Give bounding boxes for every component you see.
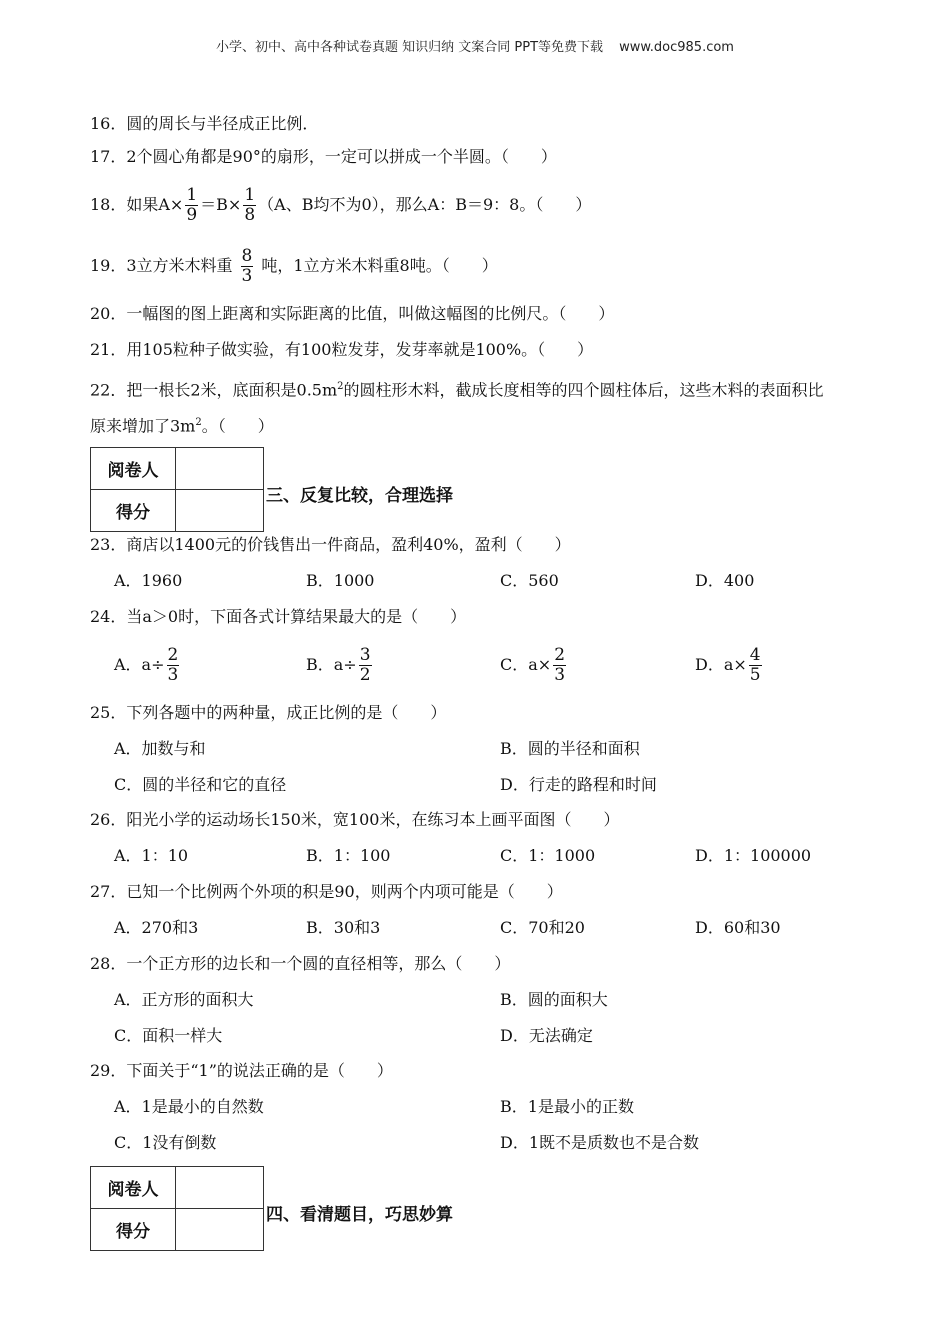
question-17: 17．2个圆心角都是90°的扇形，一定可以拼成一个半圆。（ ） [90, 147, 557, 166]
q29-option-b: B．1是最小的正数 [500, 1097, 634, 1116]
score-label: 得分 [91, 490, 176, 532]
q18-mid: ＝B× [200, 195, 242, 214]
question-23: 23．商店以1400元的价钱售出一件商品，盈利40%，盈利（ ） [90, 535, 571, 554]
q24-option-c: C．a× $\frac{2}{3}$ [500, 645, 566, 685]
question-16: 16．圆的周长与半径成正比例． [90, 114, 319, 133]
q23-option-c: C．560 [500, 571, 559, 590]
q19-prefix: 19．3立方米木料重 [90, 256, 233, 275]
q23-option-d: D．400 [695, 571, 755, 590]
question-24: 24．当a＞0时，下面各式计算结果最大的是（ ） [90, 607, 467, 626]
question-28: 28．一个正方形的边长和一个圆的直径相等，那么（ ） [90, 954, 511, 973]
q29-option-c: C．1没有倒数 [114, 1133, 217, 1152]
q27-option-d: D．60和30 [695, 918, 781, 937]
q24-option-a: A．a÷ $\frac{2}{3}$ [114, 645, 179, 685]
question-20: 20．一幅图的图上距离和实际距离的比值，叫做这幅图的比例尺。（ ） [90, 304, 615, 323]
q26-option-c: C．1：1000 [500, 846, 596, 865]
q24-option-b: B．a÷ $\frac{3}{2}$ [306, 645, 371, 685]
question-25: 25．下列各题中的两种量，成正比例的是（ ） [90, 703, 447, 722]
q18-fraction-2: $\frac{1}{8}$ [244, 185, 256, 225]
question-19 [90, 245, 498, 287]
score-cell[interactable] [176, 1209, 264, 1251]
score-cell[interactable] [176, 490, 264, 532]
q25-option-b: B．圆的半径和面积 [500, 739, 640, 758]
section-3-title: 三、反复比较，合理选择 [266, 486, 453, 506]
q29-option-d: D．1既不是质数也不是合数 [500, 1133, 700, 1152]
question-27: 27．已知一个比例两个外项的积是90，则两个内项可能是（ ） [90, 882, 563, 901]
question-21: 21．用105粒种子做实验，有100粒发芽，发芽率就是100%。（ ） [90, 340, 594, 359]
page-header [0, 36, 950, 55]
q25-option-a: A．加数与和 [114, 739, 206, 758]
score-label: 得分 [91, 1209, 176, 1251]
q26-option-b: B．1：100 [306, 846, 391, 865]
reviewer-cell[interactable] [176, 448, 264, 490]
header-url[interactable]: www.doc985.com [619, 40, 734, 55]
q28-option-a: A．正方形的面积大 [114, 990, 254, 1009]
question-22-line1: 22．把一根长2米，底面积是$0.5m^2$的圆柱形木料，截成长度相等的四个圆柱体后，这些木料的表面积比 [90, 380, 824, 400]
q29-option-a: A．1是最小的自然数 [114, 1097, 264, 1116]
score-table-1 [90, 447, 264, 532]
section-4-title: 四、看清题目，巧思妙算 [266, 1205, 453, 1225]
q25-option-d: D．行走的路程和时间 [500, 775, 657, 794]
q23-option-a: A．1960 [114, 571, 183, 590]
q23-option-b: B．1000 [306, 571, 375, 590]
q19-suffix: 吨，1立方米木料重8吨。（ ） [261, 256, 498, 275]
q28-option-c: C．面积一样大 [114, 1026, 223, 1045]
q19-fraction: $\frac{8}{3}$ [241, 246, 253, 286]
q26-option-d: D．1：100000 [695, 846, 812, 865]
question-18 [90, 184, 591, 226]
q25-option-c: C．圆的半径和它的直径 [114, 775, 287, 794]
q24-option-d: D．a× $\frac{4}{5}$ [695, 645, 761, 685]
question-22-line2: 原来增加了$3m^2$。（ ） [90, 416, 274, 436]
score-table-2 [90, 1166, 264, 1251]
q26-option-a: A．1：10 [114, 846, 189, 865]
reviewer-cell[interactable] [176, 1167, 264, 1209]
reviewer-label: 阅卷人 [91, 1167, 176, 1209]
question-29: 29．下面关于“1”的说法正确的是（ ） [90, 1061, 393, 1080]
q27-option-b: B．30和3 [306, 918, 381, 937]
q28-option-b: B．圆的面积大 [500, 990, 608, 1009]
q18-fraction-1: $\frac{1}{9}$ [186, 185, 198, 225]
q18-prefix: 18．如果A× [90, 195, 184, 214]
header-text: 小学、初中、高中各种试卷真题 知识归纳 文案合同 PPT等免费下载 [216, 40, 604, 55]
q18-suffix: （A、B均不为0），那么A：B＝9：8。（ ） [258, 195, 592, 214]
q27-option-c: C．70和20 [500, 918, 585, 937]
reviewer-label: 阅卷人 [91, 448, 176, 490]
q28-option-d: D．无法确定 [500, 1026, 593, 1045]
question-26: 26．阳光小学的运动场长150米，宽100米，在练习本上画平面图（ ） [90, 810, 620, 829]
q27-option-a: A．270和3 [114, 918, 199, 937]
